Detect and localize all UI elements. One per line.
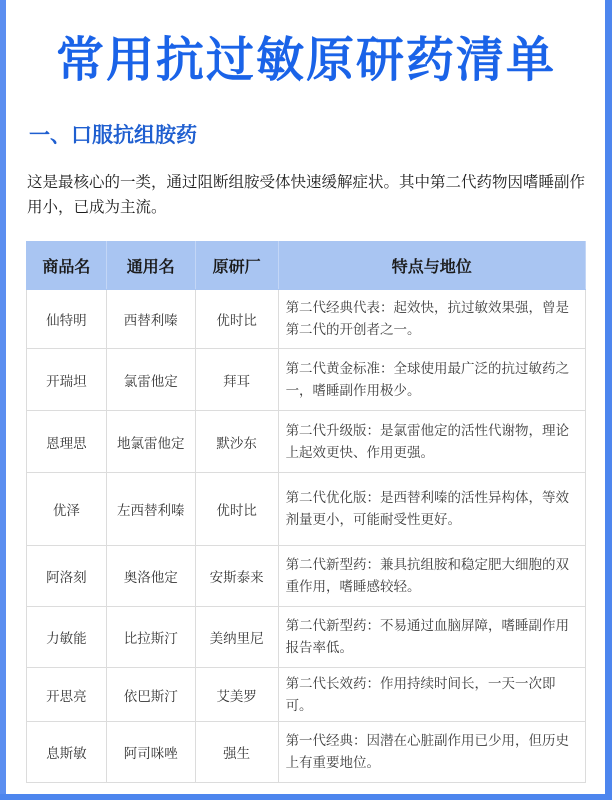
cell-feature: 第二代新型药：不易通过血脑屏障，嗜睡副作用报告率低。 [278,607,585,668]
cell-feature: 第二代升级版：是氯雷他定的活性代谢物，理论上起效更快、作用更强。 [278,411,585,473]
table-row [27,290,586,349]
cell-feature: 第二代优化版：是西替利嗪的活性异构体，等效剂量更小，可能耐受性更好。 [278,473,585,546]
cell-brand: 息斯敏 [27,722,107,783]
cell-maker: 美纳里尼 [195,607,278,668]
table-row [27,473,586,546]
table-row [27,349,586,411]
cell-generic: 西替利嗪 [106,290,195,349]
cell-generic: 左西替利嗪 [106,473,195,546]
cell-generic: 地氯雷他定 [106,411,195,473]
table-row [27,668,586,722]
table-header-row [27,242,586,290]
cell-generic: 比拉斯汀 [106,607,195,668]
cell-feature: 第一代经典：因潜在心脏副作用已少用，但历史上有重要地位。 [278,722,585,783]
cell-feature: 第二代长效药：作用持续时间长，一天一次即可。 [278,668,585,722]
cell-maker: 艾美罗 [195,668,278,722]
cell-brand: 恩理思 [27,411,107,473]
table-row [27,546,586,607]
section-heading: 一、口服抗组胺药 [29,123,197,147]
table-row [27,607,586,668]
cell-maker: 优时比 [195,473,278,546]
cell-brand: 力敏能 [27,607,107,668]
cell-maker: 优时比 [195,290,278,349]
cell-maker: 默沙东 [195,411,278,473]
column-header-feature: 特点与地位 [278,242,585,290]
right-frame-border [605,0,612,800]
cell-maker: 安斯泰来 [195,546,278,607]
cell-brand: 优泽 [27,473,107,546]
cell-feature: 第二代黄金标准：全球使用最广泛的抗过敏药之一，嗜睡副作用极少。 [278,349,585,411]
page-title: 常用抗过敏原研药清单 [55,32,556,88]
cell-brand: 阿洛刻 [27,546,107,607]
left-frame-border [0,0,6,800]
cell-maker: 强生 [195,722,278,783]
drug-table [26,241,586,783]
table-row [27,411,586,473]
column-header-brand: 商品名 [27,242,107,290]
table-row [27,722,586,783]
cell-brand: 开思亮 [27,668,107,722]
cell-generic: 阿司咪唑 [106,722,195,783]
cell-maker: 拜耳 [195,349,278,411]
cell-feature: 第二代经典代表：起效快，抗过敏效果强，曾是第二代的开创者之一。 [278,290,585,349]
column-header-generic: 通用名 [106,242,195,290]
column-header-maker: 原研厂 [195,242,278,290]
cell-feature: 第二代新型药：兼具抗组胺和稳定肥大细胞的双重作用，嗜睡感较轻。 [278,546,585,607]
cell-generic: 依巴斯汀 [106,668,195,722]
bottom-frame-border [0,794,612,800]
cell-generic: 奥洛他定 [106,546,195,607]
cell-brand: 开瑞坦 [27,349,107,411]
cell-brand: 仙特明 [27,290,107,349]
cell-generic: 氯雷他定 [106,349,195,411]
section-intro: 这是最核心的一类，通过阻断组胺受体快速缓解症状。其中第二代药物因嗜睡副作用小，已成为主流。 [27,173,586,216]
